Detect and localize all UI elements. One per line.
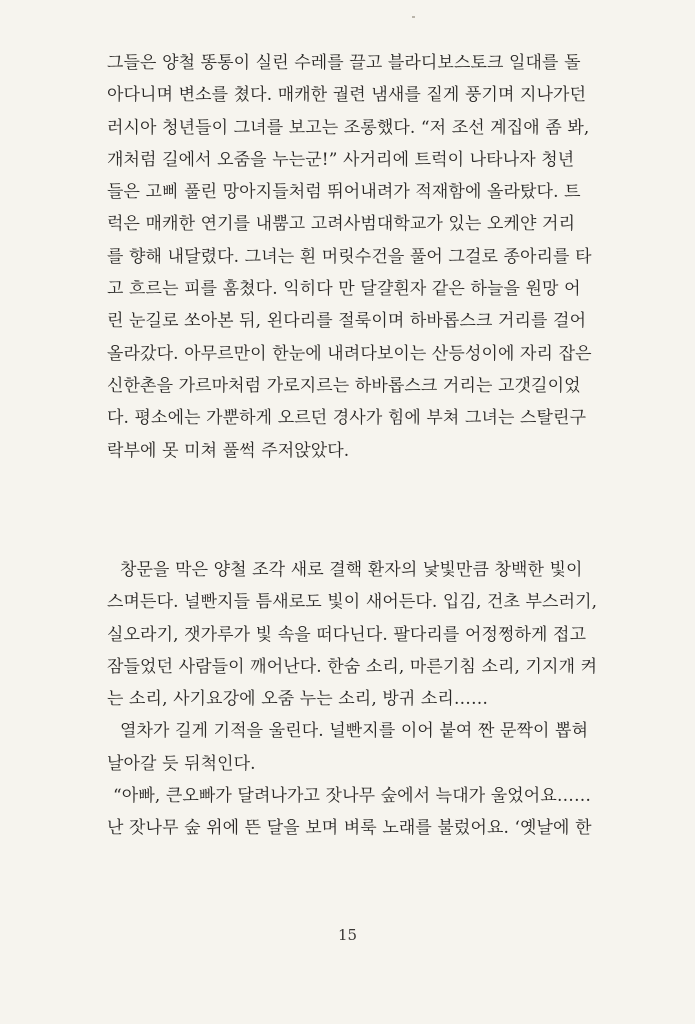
- text-line: 그들은 양철 똥통이 실린 수레를 끌고 블라디보스토크 일대를 돌: [107, 53, 581, 73]
- text-line: 실오라기, 잿가루가 빛 속을 떠다닌다. 팔다리를 어정쩡하게 접고: [107, 624, 587, 645]
- text-line: 럭은 매캐한 연기를 내뿜고 고려사범대학교가 있는 오케얀 거리: [107, 214, 576, 235]
- text-line: 다. 평소에는 가뿐하게 오르던 경사가 힘에 부쳐 그녀는 스탈린구: [107, 408, 587, 429]
- text-line: 난 잣나무 숲 위에 뜬 달을 보며 벼룩 노래를 불렀어요. ‘옛날에 한: [107, 818, 592, 839]
- text-line: 올라갔다. 아무르만이 한눈에 내려다보이는 산등성이에 자리 잡은: [107, 343, 592, 364]
- text-line: 열차가 길게 기적을 울린다. 널빤지를 이어 붙여 짠 문짝이 뽑혀: [120, 721, 589, 742]
- text-line: 잠들었던 사람들이 깨어난다. 한숨 소리, 마른기침 소리, 기지개 켜: [107, 656, 598, 677]
- text-line: 를 향해 내달렸다. 그녀는 흰 머릿수건을 풀어 그걸로 종아리를 타: [107, 246, 592, 267]
- page-number: 15: [337, 926, 358, 944]
- text-line: 린 눈길로 쏘아본 뒤, 왼다리를 절룩이며 하바롭스크 거리를 걸어: [107, 311, 587, 332]
- text-line: 러시아 청년들이 그녀를 보고는 조롱했다. “저 조선 계집애 좀 봐,: [107, 117, 590, 138]
- text-line: 개처럼 길에서 오줌을 누는군!” 사거리에 트럭이 나타나자 청년: [107, 149, 575, 170]
- text-line: 신한촌을 가르마처럼 가로지르는 하바롭스크 거리는 고갯길이었: [107, 375, 581, 396]
- text-line: 고 흐르는 피를 훔쳤다. 익히다 만 달걀흰자 같은 하늘을 원망 어: [107, 279, 581, 300]
- text-line: 아다니며 변소를 쳤다. 매캐한 궐련 냄새를 짙게 풍기며 지나가던: [107, 85, 587, 106]
- text-line: 창문을 막은 양철 조각 새로 결핵 환자의 낯빛만큼 창백한 빛이: [120, 560, 583, 580]
- paper-speck: [412, 16, 415, 18]
- text-line: 스며든다. 널빤지들 틈새로도 빛이 새어든다. 입김, 건초 부스러기,: [107, 592, 598, 613]
- paragraph-2: [107, 554, 612, 845]
- text-line: 는 소리, 사기요강에 오줌 누는 소리, 방귀 소리……: [107, 689, 489, 710]
- paragraph-1: [107, 47, 612, 467]
- text-line: “아빠, 큰오빠가 달려나가고 잣나무 숲에서 늑대가 울었어요……: [113, 786, 592, 807]
- text-line: 들은 고삐 풀린 망아지들처럼 뛰어내려가 적재함에 올라탔다. 트: [107, 182, 581, 203]
- text-line: 날아갈 듯 뒤척인다.: [107, 753, 256, 774]
- text-line: 락부에 못 미쳐 풀썩 주저앉았다.: [107, 440, 350, 461]
